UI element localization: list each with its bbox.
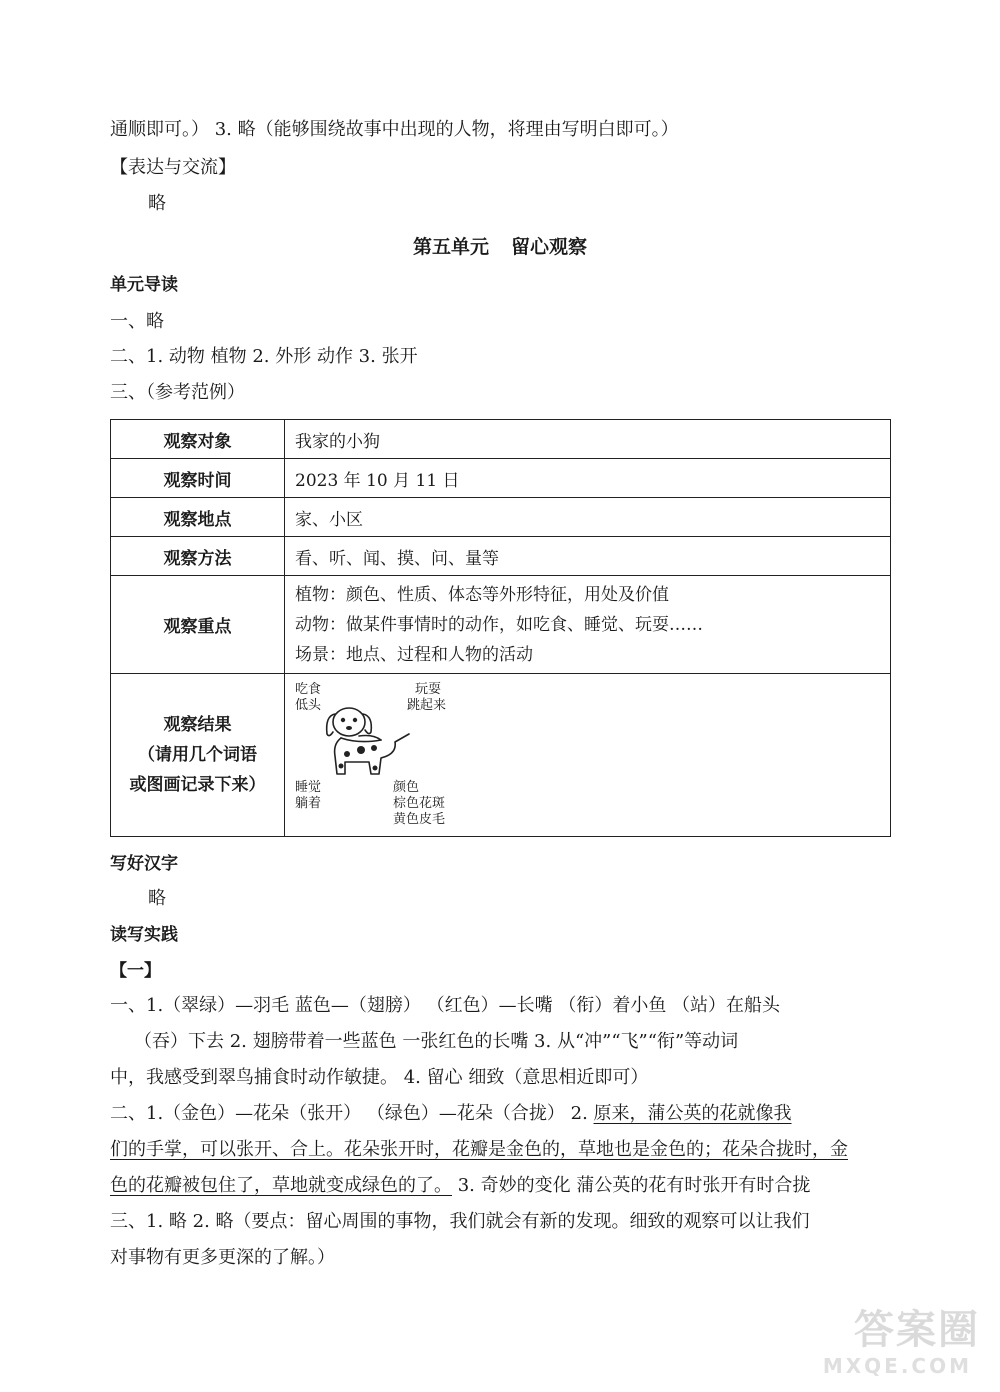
label-color: 颜色 — [393, 780, 420, 795]
label-sleep: 睡觉 — [295, 780, 322, 795]
label-eat: 吃食 — [295, 682, 322, 697]
label-play: 玩耍 — [415, 682, 442, 697]
focus-line: 植物：颜色、性质、体态等外形特征，用处及价值 — [295, 584, 669, 605]
table-row — [111, 420, 891, 459]
label-play-detail: 跳起来 — [407, 698, 447, 713]
intro-line: 通顺即可。） 3. 略（能够围绕故事中出现的人物，将理由写明白即可。） — [110, 119, 679, 140]
dog-drawing — [285, 674, 890, 836]
answer-line — [110, 1101, 792, 1127]
guide-heading: 单元导读 — [110, 275, 178, 295]
table-row-result — [111, 674, 891, 837]
label-sleep-detail: 躺着 — [295, 796, 322, 811]
answer-text: 二、1.（金色）—花朵（张开） （绿色）—花朵（合拢） 2. — [110, 1103, 594, 1124]
label-color-detail-2: 黄色皮毛 — [393, 812, 446, 827]
table-row-focus — [111, 576, 891, 674]
unit-title — [0, 232, 1000, 259]
writing-heading: 写好汉字 — [110, 854, 178, 874]
watermark-logo: 答案圈 — [854, 1307, 980, 1353]
unit-theme: 留心观察 — [511, 236, 588, 258]
unit-number: 第五单元 — [412, 236, 489, 258]
expression-answer: 略 — [148, 193, 166, 214]
row-key: 观察方法 — [111, 537, 285, 576]
guide-q2: 二、1. 动物 植物 2. 外形 动作 3. 张开 — [110, 346, 418, 367]
result-drawing-cell — [285, 674, 891, 837]
focus-line: 动物：做某件事情时的动作，如吃食、睡觉、玩耍…… — [295, 614, 703, 635]
observation-table — [110, 419, 891, 837]
label-color-detail-1: 棕色花斑 — [393, 796, 446, 811]
answer-line: 一、1.（翠绿）—羽毛 蓝色—（翅膀） （红色）—长嘴 （衔）着小鱼 （站）在船头 — [110, 995, 781, 1016]
writing-answer: 略 — [148, 888, 166, 909]
guide-q3: 三、（参考范例） — [110, 382, 245, 403]
result-key-line: 观察结果 — [163, 715, 232, 735]
answer-line: （吞）下去 2. 翅膀带着一些蓝色 一张红色的长嘴 3. 从“冲”“飞”“衔”等动词 — [134, 1031, 739, 1052]
row-key: 观察地点 — [111, 498, 285, 537]
practice-heading: 读写实践 — [110, 925, 178, 945]
answer-line: 三、1. 略 2. 略（要点：留心周围的事物，我们就会有新的发现。细致的观察可以让我们 — [110, 1211, 810, 1232]
focus-line: 场景：地点、过程和人物的活动 — [295, 644, 533, 665]
focus-value — [285, 576, 891, 674]
guide-q1: 一、略 — [110, 311, 164, 332]
dog-icon — [319, 704, 429, 782]
result-key-line: 或图画记录下来） — [129, 775, 266, 795]
row-value: 2023 年 10 月 11 日 — [285, 459, 891, 498]
watermark-site: MXQE.COM — [822, 1354, 972, 1378]
label-eat-detail: 低头 — [295, 698, 322, 713]
table-row — [111, 498, 891, 537]
table-row — [111, 459, 891, 498]
answer-text: 3. 奇妙的变化 蒲公英的花有时张开有时合拢 — [452, 1175, 811, 1196]
result-key-line: （请用几个词语 — [138, 745, 257, 765]
focus-key: 观察重点 — [111, 576, 285, 674]
row-key: 观察对象 — [111, 420, 285, 459]
row-key: 观察时间 — [111, 459, 285, 498]
underlined-answer: 色的花瓣被包住了，草地就变成绿色的了。 — [110, 1175, 452, 1196]
row-value: 我家的小狗 — [285, 420, 891, 459]
expression-heading: 【表达与交流】 — [110, 157, 236, 178]
underlined-answer: 们的手掌，可以张开、合上。花朵张开时，花瓣是金色的，草地也是金色的；花朵合拢时，金 — [110, 1139, 848, 1160]
underlined-answer: 原来，蒲公英的花就像我 — [593, 1103, 792, 1124]
answer-line: 中，我感受到翠鸟捕食时动作敏捷。 4. 留心 细致（意思相近即可） — [110, 1067, 649, 1088]
row-value: 看、听、闻、摸、问、量等 — [285, 537, 891, 576]
watermark — [810, 1298, 980, 1378]
practice-section: 【一】 — [110, 961, 161, 981]
answer-line: 对事物有更多更深的了解。） — [110, 1247, 335, 1268]
row-value: 家、小区 — [285, 498, 891, 537]
result-key — [111, 674, 285, 837]
table-row — [111, 537, 891, 576]
answer-line — [110, 1173, 810, 1199]
